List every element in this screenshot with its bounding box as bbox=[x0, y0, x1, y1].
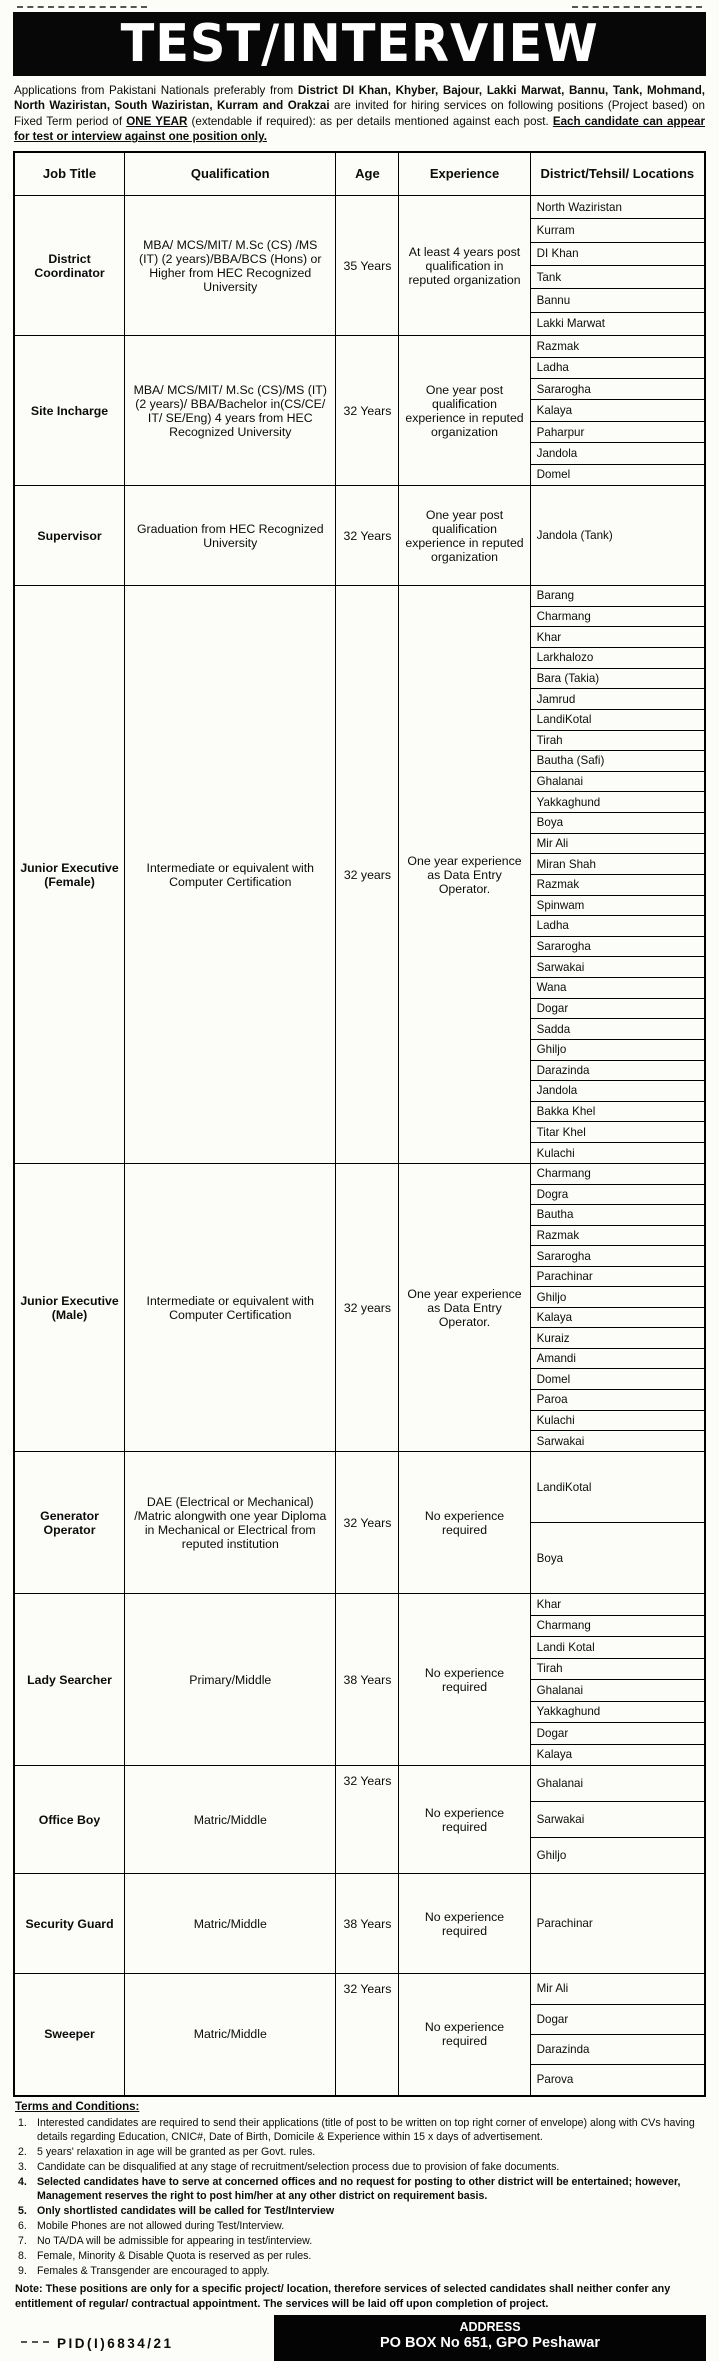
qualification-cell: Intermediate or equivalent with Computer Certification bbox=[125, 1164, 336, 1452]
location-item: DI Khan bbox=[531, 243, 704, 266]
term-number: 1. bbox=[18, 2116, 27, 2129]
age-cell: 38 Years bbox=[336, 1874, 399, 1974]
age-cell: 32 years bbox=[336, 1164, 399, 1452]
location-item: Kulachi bbox=[531, 1411, 704, 1432]
locations-cell bbox=[530, 1974, 705, 2096]
address-label: ADDRESS bbox=[459, 2319, 521, 2334]
column-header-age: Age bbox=[336, 152, 399, 196]
experience-cell: One year post qualification experience in reputed organization bbox=[399, 336, 530, 486]
term-number: 2. bbox=[18, 2145, 27, 2158]
job-row bbox=[14, 196, 705, 336]
location-item: Charmang bbox=[531, 607, 704, 628]
address-box bbox=[274, 2315, 706, 2361]
locations-stack bbox=[531, 1452, 704, 1593]
location-item: Jandola (Tank) bbox=[536, 529, 613, 543]
job-title-cell: Supervisor bbox=[14, 486, 125, 586]
location-item: Spinwam bbox=[531, 896, 704, 917]
term-text: Females & Transgender are encouraged to apply. bbox=[37, 2265, 270, 2278]
location-item: Ghalanai bbox=[531, 1766, 704, 1802]
location-item: Domel bbox=[531, 1369, 704, 1390]
location-item: Charmang bbox=[531, 1164, 704, 1185]
age-cell: 32 Years bbox=[336, 336, 399, 486]
location-item: Parachinar bbox=[536, 1917, 593, 1931]
term-item bbox=[13, 2116, 706, 2144]
terms-heading: Terms and Conditions: bbox=[15, 2100, 140, 2113]
location-item: Sarwakai bbox=[531, 1802, 704, 1838]
experience-cell: No experience required bbox=[399, 1594, 530, 1766]
term-item bbox=[13, 2234, 706, 2248]
location-item: Ghiljo bbox=[531, 1287, 704, 1308]
location-item: Paroa bbox=[531, 1390, 704, 1411]
term-number: 9. bbox=[18, 2265, 27, 2278]
job-title-cell: Site Incharge bbox=[14, 336, 125, 486]
location-item: Sarwakai bbox=[536, 1434, 585, 1448]
location-item: Bautha (Safi) bbox=[531, 751, 704, 772]
term-item bbox=[13, 2219, 706, 2233]
location-item: Boya bbox=[536, 1551, 564, 1565]
location-item: Dogra bbox=[531, 1185, 704, 1206]
term-number: 4. bbox=[18, 2175, 27, 2188]
term-text: No TA/DA will be admissible for appearing in test/interview. bbox=[37, 2235, 313, 2248]
age-cell: 32 Years bbox=[336, 486, 399, 586]
locations-stack bbox=[531, 196, 704, 335]
location-item: Tirah bbox=[531, 731, 704, 752]
location-item: Yakkaghund bbox=[531, 1702, 704, 1724]
location-item: Kurram bbox=[531, 219, 704, 242]
term-text: Candidate can be disqualified at any stage of recruitment/selection process due to provision of fake documents. bbox=[37, 2160, 560, 2173]
terms-note: Note: These positions are only for a specific project/ location, therefore services of selected candidates shall neither confer any entitlement of regular/ contractual appointment. The services will be laid off upon completion of project. bbox=[15, 2283, 671, 2310]
job-title-cell: Sweeper bbox=[14, 1974, 125, 2096]
qualification-cell: Primary/Middle bbox=[125, 1594, 336, 1766]
location-item: Kalaya bbox=[536, 1748, 573, 1762]
table-header-row bbox=[14, 152, 705, 196]
job-row bbox=[14, 1452, 705, 1594]
age-cell: 32 Years bbox=[336, 1766, 399, 1874]
location-item: Mir Ali bbox=[531, 834, 704, 855]
term-text: Only shortlisted candidates will be called for Test/Interview bbox=[37, 2205, 335, 2218]
job-row bbox=[14, 1974, 705, 2096]
experience-cell: At least 4 years post qualification in reputed organization bbox=[399, 196, 530, 336]
qualification-cell: DAE (Electrical or Mechanical) /Matric alongwith one year Diploma in Mechanical or Electrical from reputed institution bbox=[125, 1452, 336, 1594]
job-title-cell: District Coordinator bbox=[14, 196, 125, 336]
location-item: Kulachi bbox=[536, 1146, 575, 1160]
term-item bbox=[13, 2264, 706, 2278]
age-cell: 38 Years bbox=[336, 1594, 399, 1766]
location-item: Landi Kotal bbox=[531, 1637, 704, 1659]
location-item: Amandi bbox=[531, 1349, 704, 1370]
term-number: 5. bbox=[18, 2205, 27, 2218]
job-title-cell: Generator Operator bbox=[14, 1452, 125, 1594]
location-item: Lakki Marwat bbox=[536, 317, 605, 331]
footer bbox=[13, 2315, 706, 2361]
locations-cell bbox=[530, 1452, 705, 1594]
crop-mark-right bbox=[572, 6, 702, 8]
locations-stack bbox=[531, 1874, 704, 1973]
location-item: Khar bbox=[531, 1594, 704, 1616]
location-item: Bautha bbox=[531, 1205, 704, 1226]
experience-cell: No experience required bbox=[399, 1874, 530, 1974]
location-item: Wana bbox=[531, 978, 704, 999]
intro-paragraph bbox=[14, 83, 705, 145]
location-item: Jandola bbox=[531, 1081, 704, 1102]
age-cell: 35 Years bbox=[336, 196, 399, 336]
location-item: Razmak bbox=[531, 875, 704, 896]
location-item: Dogar bbox=[531, 1723, 704, 1745]
location-item: Barang bbox=[531, 586, 704, 607]
location-item: Ghiljo bbox=[531, 1040, 704, 1061]
column-header-locations: District/Tehsil/ Locations bbox=[530, 152, 705, 196]
experience-cell: One year experience as Data Entry Operator. bbox=[399, 1164, 530, 1452]
locations-cell bbox=[530, 1164, 705, 1452]
text-segment: ONE YEAR bbox=[126, 114, 188, 128]
locations-cell bbox=[530, 1766, 705, 1874]
term-text: Selected candidates have to serve at concerned offices and no request for posting to other district will be entertained; however, Management reserves the right to post him/her at any other district on requirement basis. bbox=[37, 2175, 681, 2203]
locations-cell bbox=[530, 336, 705, 486]
job-row bbox=[14, 1594, 705, 1766]
location-item: Darazinda bbox=[531, 2035, 704, 2065]
job-title-cell: Junior Executive (Female) bbox=[14, 586, 125, 1164]
job-title-cell: Lady Searcher bbox=[14, 1594, 125, 1766]
location-item: Dogar bbox=[531, 999, 704, 1020]
location-item: Tank bbox=[531, 266, 704, 289]
crop-marks-row bbox=[13, 4, 706, 12]
location-item: Parova bbox=[536, 2073, 574, 2087]
locations-stack bbox=[531, 486, 704, 585]
location-item: Bannu bbox=[531, 289, 704, 312]
term-item bbox=[13, 2145, 706, 2159]
term-item bbox=[13, 2175, 706, 2203]
location-item: Razmak bbox=[531, 336, 704, 357]
age-cell: 32 Years bbox=[336, 1974, 399, 2096]
location-item: Kuraiz bbox=[531, 1328, 704, 1349]
location-item: Bakka Khel bbox=[531, 1102, 704, 1123]
location-item: Paharpur bbox=[531, 422, 704, 443]
qualification-cell: MBA/ MCS/MIT/ M.Sc (CS) /MS (IT) (2 years)/BBA/BCS (Hons) or Higher from HEC Recognized University bbox=[125, 196, 336, 336]
location-item: Domel bbox=[536, 468, 571, 482]
location-item: Kalaya bbox=[531, 1308, 704, 1329]
column-header-job-title: Job Title bbox=[14, 152, 125, 196]
location-item: Bara (Takia) bbox=[531, 669, 704, 690]
location-item: Ladha bbox=[531, 358, 704, 379]
location-item: Yakkaghund bbox=[531, 792, 704, 813]
job-row bbox=[14, 586, 705, 1164]
text-segment: are invited for hiring services on following positions (Project based) on Fixed Term period of bbox=[14, 99, 706, 128]
term-text: Mobile Phones are not allowed during Test/Interview. bbox=[37, 2220, 285, 2233]
location-item: LandiKotal bbox=[531, 710, 704, 731]
location-item: Razmak bbox=[531, 1226, 704, 1247]
ad-title: TEST/INTERVIEW bbox=[120, 14, 599, 74]
terms-list bbox=[13, 2116, 706, 2279]
job-title-cell: Junior Executive (Male) bbox=[14, 1164, 125, 1452]
term-text: 5 years' relaxation in age will be granted as per Govt. rules. bbox=[37, 2145, 316, 2158]
age-cell: 32 years bbox=[336, 586, 399, 1164]
ad-title-banner bbox=[13, 12, 706, 76]
experience-cell: No experience required bbox=[399, 1766, 530, 1874]
qualification-cell: MBA/ MCS/MIT/ M.Sc (CS)/MS (IT) (2 years)/ BBA/Bachelor in(CS/CE/ IT/ SE/Eng) 4 years from HEC Recognized University bbox=[125, 336, 336, 486]
locations-cell bbox=[530, 1594, 705, 1766]
column-header-qualification: Qualification bbox=[125, 152, 336, 196]
locations-stack bbox=[531, 336, 704, 485]
job-row bbox=[14, 1164, 705, 1452]
location-item: Ghalanai bbox=[531, 1680, 704, 1702]
qualification-cell: Matric/Middle bbox=[125, 1874, 336, 1974]
location-item: Ghalanai bbox=[531, 772, 704, 793]
job-title-cell: Office Boy bbox=[14, 1766, 125, 1874]
experience-cell: One year experience as Data Entry Operator. bbox=[399, 586, 530, 1164]
location-item: Sararogha bbox=[531, 379, 704, 400]
terms-section bbox=[13, 2101, 706, 2311]
experience-cell: No experience required bbox=[399, 1974, 530, 2096]
qualification-cell: Intermediate or equivalent with Computer Certification bbox=[125, 586, 336, 1164]
location-item: Ladha bbox=[531, 916, 704, 937]
location-item: Miran Shah bbox=[531, 854, 704, 875]
text-segment: Each candidate can appear for test or interview against one position only. bbox=[14, 114, 705, 144]
pid-wrap bbox=[13, 2315, 174, 2361]
location-item: Mir Ali bbox=[531, 1974, 704, 2004]
location-item: Sadda bbox=[531, 1019, 704, 1040]
job-title-cell: Security Guard bbox=[14, 1874, 125, 1974]
location-item: Boya bbox=[531, 813, 704, 834]
term-text: Interested candidates are required to send their applications (title of post to be written on top right corner of envelope) along with CVs having details regarding Education, CNIC#, Date of Birth, Domicile & Experience within 15 x days of advertisement. bbox=[37, 2116, 695, 2143]
locations-stack bbox=[531, 1766, 704, 1873]
location-item: Kalaya bbox=[531, 400, 704, 421]
crop-mark-left bbox=[17, 6, 147, 8]
jobs-table bbox=[13, 151, 706, 2097]
column-header-experience: Experience bbox=[399, 152, 530, 196]
locations-stack bbox=[531, 1594, 704, 1765]
locations-stack bbox=[531, 586, 704, 1163]
location-item: Sararogha bbox=[531, 1246, 704, 1267]
address-value: PO BOX No 651, GPO Peshawar bbox=[380, 2334, 600, 2351]
location-item: Dogar bbox=[531, 2005, 704, 2035]
location-item: Charmang bbox=[531, 1616, 704, 1638]
location-item: North Waziristan bbox=[531, 196, 704, 219]
pid-number: PID(I)6834/21 bbox=[57, 2335, 174, 2351]
job-row bbox=[14, 1874, 705, 1974]
qualification-cell: Matric/Middle bbox=[125, 1766, 336, 1874]
locations-cell bbox=[530, 586, 705, 1164]
locations-stack bbox=[531, 1974, 704, 2095]
qualification-cell: Matric/Middle bbox=[125, 1974, 336, 2096]
job-row bbox=[14, 486, 705, 586]
experience-cell: No experience required bbox=[399, 1452, 530, 1594]
term-number: 3. bbox=[18, 2160, 27, 2173]
location-item: Titar Khel bbox=[531, 1122, 704, 1143]
job-row bbox=[14, 336, 705, 486]
term-number: 6. bbox=[18, 2220, 27, 2233]
text-segment: Applications from Pakistani Nationals preferably from bbox=[14, 84, 298, 97]
experience-cell: One year post qualification experience in reputed organization bbox=[399, 486, 530, 586]
term-number: 7. bbox=[18, 2235, 27, 2248]
text-segment: (extendable if required): as per details mentioned against each post. bbox=[187, 114, 553, 128]
term-text: Female, Minority & Disable Quota is reserved as per rules. bbox=[37, 2250, 312, 2263]
location-item: Khar bbox=[531, 627, 704, 648]
location-item: Sarwakai bbox=[531, 957, 704, 978]
location-item: Tirah bbox=[531, 1659, 704, 1681]
term-number: 8. bbox=[18, 2250, 27, 2263]
locations-cell bbox=[530, 486, 705, 586]
qualification-cell: Graduation from HEC Recognized University bbox=[125, 486, 336, 586]
location-item: Larkhalozo bbox=[531, 648, 704, 669]
locations-cell bbox=[530, 196, 705, 336]
location-item: Ghiljo bbox=[536, 1849, 567, 1863]
location-item: Parachinar bbox=[531, 1267, 704, 1288]
term-item bbox=[13, 2249, 706, 2263]
locations-stack bbox=[531, 1164, 704, 1451]
job-row bbox=[14, 1766, 705, 1874]
location-item: Jamrud bbox=[531, 689, 704, 710]
location-item: Darazinda bbox=[531, 1061, 704, 1082]
table-body bbox=[14, 196, 705, 2096]
location-item: Sararogha bbox=[531, 937, 704, 958]
location-item: LandiKotal bbox=[531, 1452, 704, 1523]
term-item bbox=[13, 2160, 706, 2174]
age-cell: 32 Years bbox=[336, 1452, 399, 1594]
locations-cell bbox=[530, 1874, 705, 1974]
location-item: Jandola bbox=[531, 443, 704, 464]
term-item bbox=[13, 2204, 706, 2218]
text-segment: District DI Khan, Khyber, Bajour, Lakki Marwat, Bannu, Tank, Mohmand, North Waziristan, South Waziristan, Kurram and Orakzai bbox=[14, 84, 705, 113]
